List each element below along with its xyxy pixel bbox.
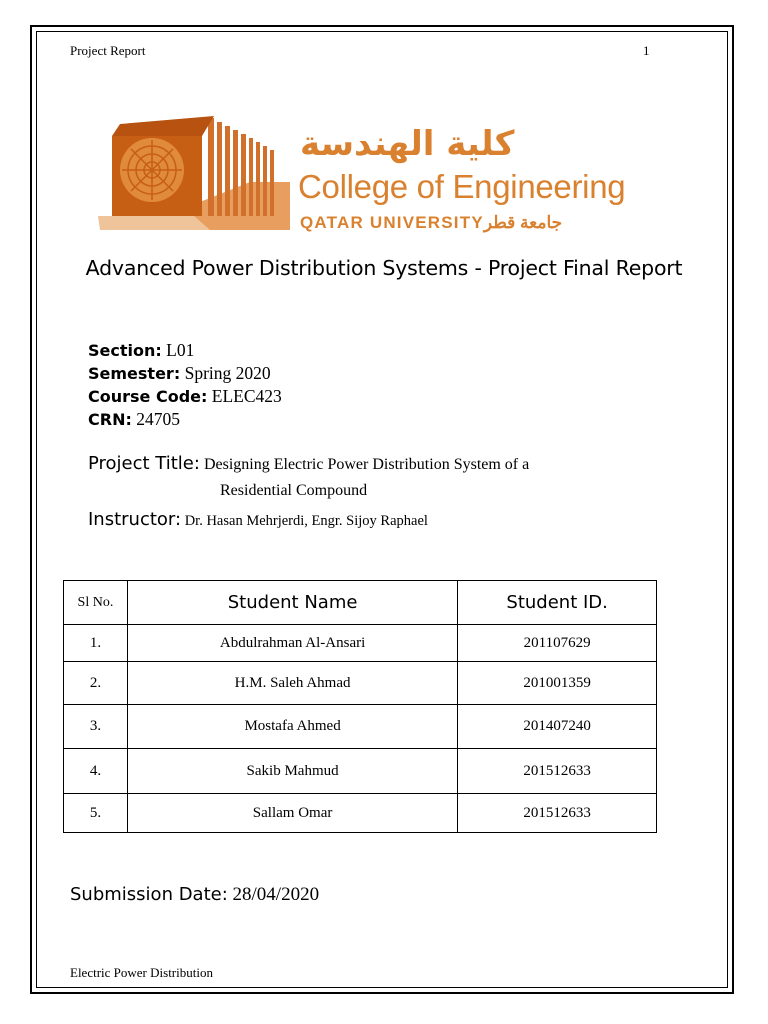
student-name: Abdulrahman Al-Ansari (127, 625, 457, 662)
table-row (64, 625, 657, 662)
table-row (64, 705, 657, 749)
student-name: Sallam Omar (127, 794, 457, 833)
student-id: 201512633 (458, 794, 657, 833)
table-row (64, 794, 657, 833)
header-student-id: Student ID. (458, 581, 657, 625)
course-info (88, 339, 282, 431)
instructor-label: Instructor: (88, 509, 182, 530)
page-number: 1 (643, 43, 650, 58)
course-code-label: Course Code: (88, 387, 208, 406)
footer-text: Electric Power Distribution (70, 965, 213, 980)
instructor-value: Dr. Hasan Mehrjerdi, Engr. Sijoy Raphael (184, 513, 428, 529)
header-left-text: Project Report (70, 43, 146, 58)
logo-university-line (300, 213, 562, 233)
row-number: 1. (64, 625, 128, 662)
section-value: L01 (166, 340, 195, 360)
logo-lattice-pattern (122, 140, 182, 200)
crn-value: 24705 (136, 409, 180, 429)
logo-roof (112, 116, 214, 136)
project-title-row (88, 453, 529, 474)
submission-date: 28/04/2020 (232, 884, 320, 905)
logo-arabic-college: كلية الهندسة (300, 124, 515, 164)
table-row (64, 662, 657, 705)
student-id: 201107629 (458, 625, 657, 662)
row-number: 5. (64, 794, 128, 833)
student-id: 201001359 (458, 662, 657, 705)
student-id: 201407240 (458, 705, 657, 749)
student-name: H.M. Saleh Ahmad (127, 662, 457, 705)
crn-row (88, 408, 282, 431)
student-id: 201512633 (458, 749, 657, 794)
header-student-name: Student Name (127, 581, 457, 625)
course-code-value: ELEC423 (211, 386, 282, 406)
row-number: 4. (64, 749, 128, 794)
logo-college-name: College of Engineering (298, 168, 626, 205)
logo-university-arabic: جامعة قطر (483, 213, 563, 232)
table-header-row (64, 581, 657, 625)
logo-university-name: QATAR UNIVERSITY (300, 213, 484, 232)
project-title-line2: Residential Compound (220, 482, 368, 499)
crn-label: CRN: (88, 410, 132, 429)
row-number: 3. (64, 705, 128, 749)
section-label: Section: (88, 341, 162, 360)
document-title: Advanced Power Distribution Systems - Project Final Report (85, 256, 683, 280)
instructor-row (88, 509, 428, 530)
row-number: 2. (64, 662, 128, 705)
semester-label: Semester: (88, 364, 181, 383)
submission-row (70, 884, 319, 906)
course-code-row (88, 385, 282, 408)
header-sl-no: Sl No. (64, 581, 128, 625)
logo-columns (208, 118, 274, 216)
project-title-line1: Designing Electric Power Distribution System of a (203, 456, 530, 473)
student-name: Sakib Mahmud (127, 749, 457, 794)
semester-value: Spring 2020 (184, 363, 271, 383)
project-title-label: Project Title: (88, 453, 200, 474)
section-row (88, 339, 282, 362)
submission-label: Submission Date: (70, 884, 228, 905)
semester-row (88, 362, 282, 385)
student-name: Mostafa Ahmed (127, 705, 457, 749)
students-table (63, 580, 657, 833)
table-row (64, 749, 657, 794)
